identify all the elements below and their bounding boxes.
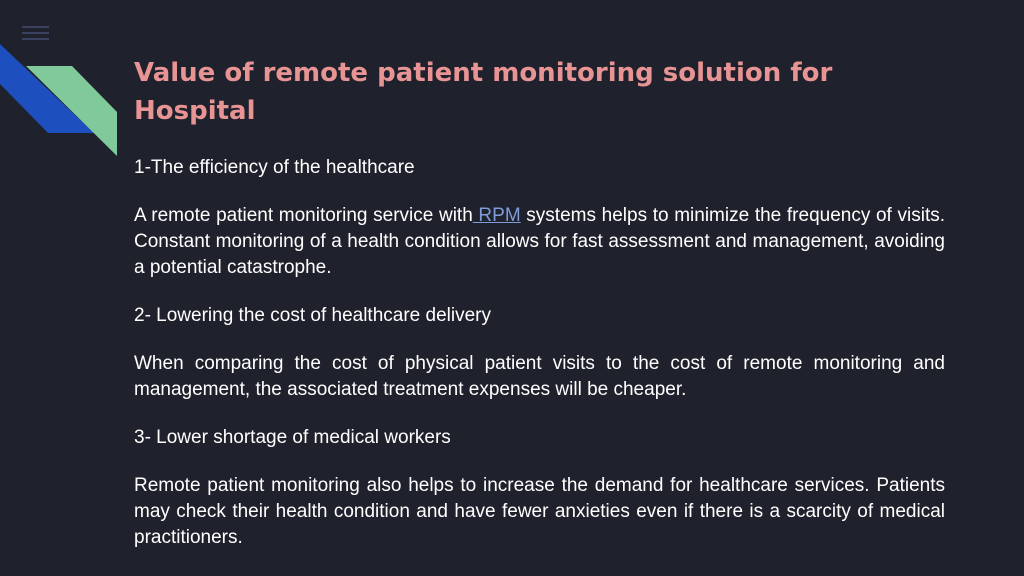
slide-title: Value of remote patient monitoring solution for Hospital <box>134 58 833 126</box>
section-1-body <box>134 203 945 281</box>
section-1-body-text-continued: systems helps to minimize the frequency of visits. Constant monitoring of a health condition allows for fast assessment and management, avoiding a potential catastrophe. <box>134 205 945 278</box>
section-3-heading: 3- Lower shortage of medical workers <box>134 427 451 448</box>
section-1-heading: 1-The efficiency of the healthcare <box>134 157 415 178</box>
section-3-body: Remote patient monitoring also helps to increase the demand for healthcare services. Patients may check their health condition and have fewer anxieties even if there is a scarcity of medical practitioners. <box>134 475 945 548</box>
section-2-heading: 2- Lowering the cost of healthcare delivery <box>134 305 491 326</box>
section-1-body-text: A remote patient monitoring service with <box>134 205 473 226</box>
rpm-link[interactable]: RPM <box>472 205 521 226</box>
slide-content <box>134 155 945 573</box>
decorative-ribbon <box>0 0 130 170</box>
section-2-body: When comparing the cost of physical patient visits to the cost of remote monitoring and management, the associated treatment expenses will be cheaper. <box>134 353 945 400</box>
